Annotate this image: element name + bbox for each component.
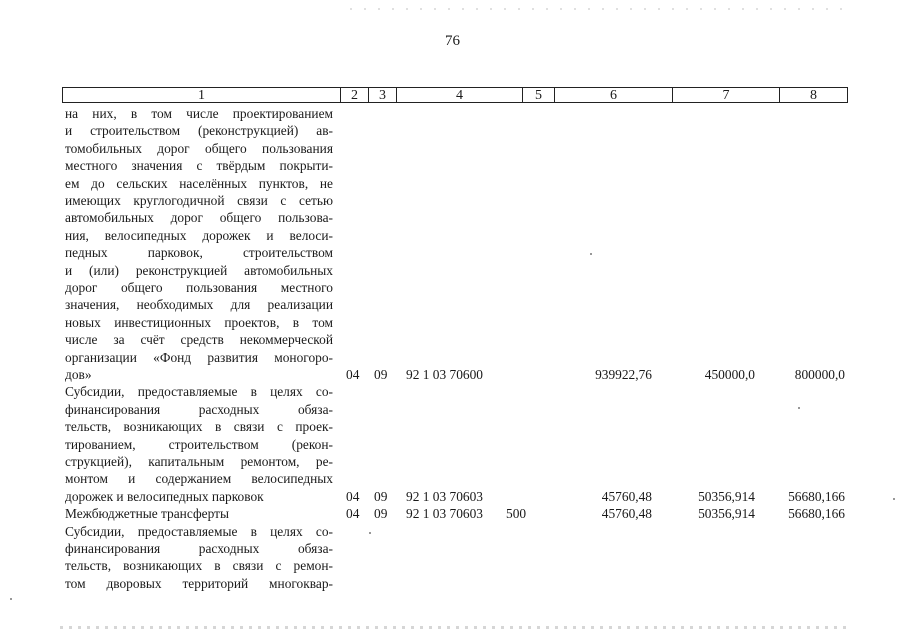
row-description-line: на них, в том числе проектированием [65, 106, 333, 121]
row-description-line: томобильных дорог общего пользования [65, 140, 333, 156]
row-description-line: том дворовых территорий многоквар- [65, 575, 333, 591]
row-description-line: струкцией), капитальным ремонтом, ре- [65, 454, 333, 469]
row-amount-col7: 450000,0 [704, 367, 755, 382]
row-description-line: финансирования расходных обяза- [65, 541, 333, 556]
scan-speck [893, 498, 895, 500]
row-amount-col6: 45760,48 [601, 506, 652, 522]
row-subsection-code: 09 [374, 367, 388, 382]
row-amount-col7: 50356,914 [698, 488, 755, 504]
row-description-line: Межбюджетные трансферты [65, 506, 229, 522]
row-description-line: тельств, возникающих в связи с ремон- [65, 558, 333, 574]
row-description-line: числе за счёт средств некоммерческой [65, 332, 333, 348]
row-description-line: дорог общего пользования местного [65, 280, 333, 295]
header-col-7: 7 [673, 88, 780, 102]
header-col-6: 6 [555, 88, 673, 102]
row-amount-col6: 939922,76 [595, 367, 652, 382]
row-description-line: финансирования расходных обяза- [65, 401, 333, 417]
scan-speck [798, 407, 800, 409]
row-description-line: Субсидии, предоставляемые в целях со- [65, 523, 333, 539]
row-description-line: местного значения с твёрдым покрыти- [65, 158, 333, 174]
row-description-line: педных парковок, строительством [65, 245, 333, 261]
row-target-article: 92 1 03 70603 [406, 506, 483, 522]
row-description-line: новых инвестиционных проектов, в том [65, 314, 333, 330]
scan-speck [590, 253, 592, 255]
row-description-line: тельств, возникающих в связи с проек- [65, 419, 333, 435]
header-col-1: 1 [63, 88, 341, 102]
row-description-line: тированием, строительством (рекон- [65, 436, 333, 452]
row-subsection-code: 09 [374, 488, 388, 504]
row-description-line: Субсидии, предоставляемые в целях со- [65, 384, 333, 400]
row-target-article: 92 1 03 70600 [406, 367, 483, 382]
row-description-line: монтом и содержанием велосипедных [65, 471, 333, 487]
header-col-5: 5 [523, 88, 555, 102]
page-number: 76 [445, 33, 460, 49]
row-section-code: 04 [346, 367, 360, 382]
row-section-code: 04 [346, 506, 360, 522]
header-col-4: 4 [397, 88, 523, 102]
row-subsection-code: 09 [374, 506, 388, 522]
row-amount-col8: 800000,0 [794, 367, 845, 382]
row-description-line: имеющих круглогодичной связи с сетью [65, 193, 333, 208]
row-expense-type: 500 [506, 506, 527, 522]
header-col-8: 8 [810, 88, 817, 103]
row-amount-col7: 50356,914 [698, 506, 755, 522]
row-amount-col8: 56680,166 [788, 488, 845, 504]
row-amount-col6: 45760,48 [601, 488, 652, 504]
row-description-line: дов» [65, 367, 92, 382]
row-description-line: ния, велосипедных дорожек и велоси- [65, 227, 333, 243]
scan-noise-bottom [60, 626, 850, 629]
row-description-line: ем до сельских населённых пунктов, не [65, 175, 333, 191]
row-description-line: и (или) реконструкцией автомобильных [65, 262, 333, 278]
row-description-line: дорожек и велосипедных парковок [65, 488, 264, 504]
row-description-line: организации «Фонд развития моногоро- [65, 349, 333, 365]
header-col-3: 3 [369, 88, 397, 102]
row-description-line: значения, необходимых для реализации [65, 297, 333, 313]
row-description-line: и строительством (реконструкцией) ав- [65, 123, 333, 139]
scan-speck [10, 598, 12, 600]
row-description-line: автомобильных дорог общего пользова- [65, 210, 333, 226]
row-amount-col8: 56680,166 [788, 506, 845, 522]
row-target-article: 92 1 03 70603 [406, 488, 483, 504]
row-section-code: 04 [346, 488, 360, 504]
header-col-2: 2 [341, 88, 369, 102]
scan-speck [369, 532, 371, 534]
